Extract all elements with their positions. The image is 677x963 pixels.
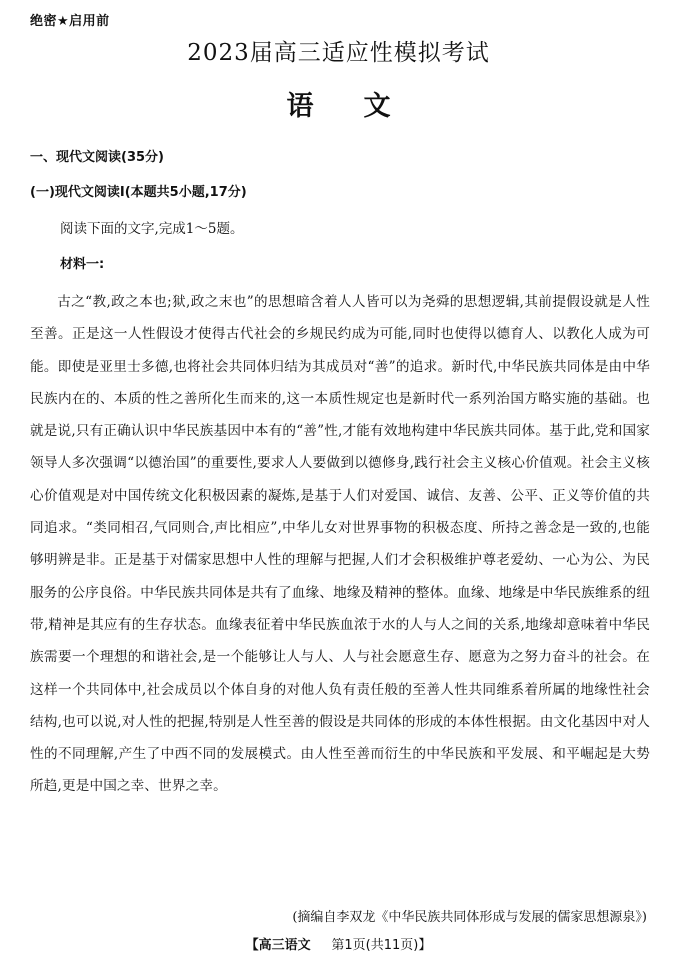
subject-title: 语文 [286,91,441,122]
exam-title: 2023届高三适应性模拟考试 [187,40,490,66]
passage-source: (摘编自李双龙《中华民族共同体形成与发展的儒家思想源泉》) [292,910,647,925]
passage-text: 古之“教,政之本也;狱,政之末也”的思想暗含着人人皆可以为尧舜的思想逻辑,其前提假设就是人性至善。正是这一人性假设才使得古代社会的乡规民约成为可能,同时也使得以德育人、以教化人成为可能。即使是亚里士多德,也将社会共同体归结为其成员对“善”的追求。新时代,中华民族共同体是由中华民族内在的、本质的性之善所化生而来的,这一本质性规定也是新时代一系列治国方略实施的基础。也就是说,只有正确认识中华民族基因中本有的“善”性,才能有效地构建中华民族共同体。基于此,党和国家领导人多次强调“以德治国”的重要性,要求人人要做到以德修身,践行社会主义核心价值观。社会主义核心价值观是对中国传统文化积极因素的凝炼,是基于人们对爱国、诚信、友善、公平、正义等价值的共同追求。“类同相召,气同则合,声比相应”,中华儿女对世界事物的积极态度、所持之善念是一致的,也能够明辨是非。正是基于对儒家思想中人性的理解与把握,人们才会积极维护尊老爱幼、一心为公、为民服务的公序良俗。中华民族共同体是共有了血缘、地缘及精神的整体。血缘、地缘是中华民族维系的纽带,精神是其应有的生存状态。血缘表征着中华民族血浓于水的人与人之间的关系,地缘却意味着中华民族需要一个理想的和谐社会,是一个能够让人与人、人与社会愿意生存、愿意为之努力奋斗的社会。在这样一个共同体中,社会成员以个体自身的对他人负有责任般的至善人性共同维系着所属的地缘性社会结构,也可以说,对人性的把握,特别是人性至善的假设是共同体的形成的本体性根据。由文化基因中对人性的不同理解,产生了中西不同的发展模式。由人性至善而衍生的中华民族和平发展、和平崛起是大势所趋,更是中国之幸、世界之幸。 [30,294,650,795]
page-footer [0,934,677,953]
footer-spacer [315,938,327,953]
section-title: 一、现代文阅读(35分) [30,150,164,165]
confidential-mark: 绝密★启用前 [30,14,110,29]
subsection-title: (一)现代文阅读Ⅰ(本题共5小题,17分) [30,185,247,200]
footer-page-info: 第1页(共11页)】 [331,938,432,953]
reading-instruction: 阅读下面的文字,完成1～5题。 [60,221,244,237]
material-label: 材料一: [60,257,105,272]
footer-subject: 【高三语文 [245,938,311,953]
